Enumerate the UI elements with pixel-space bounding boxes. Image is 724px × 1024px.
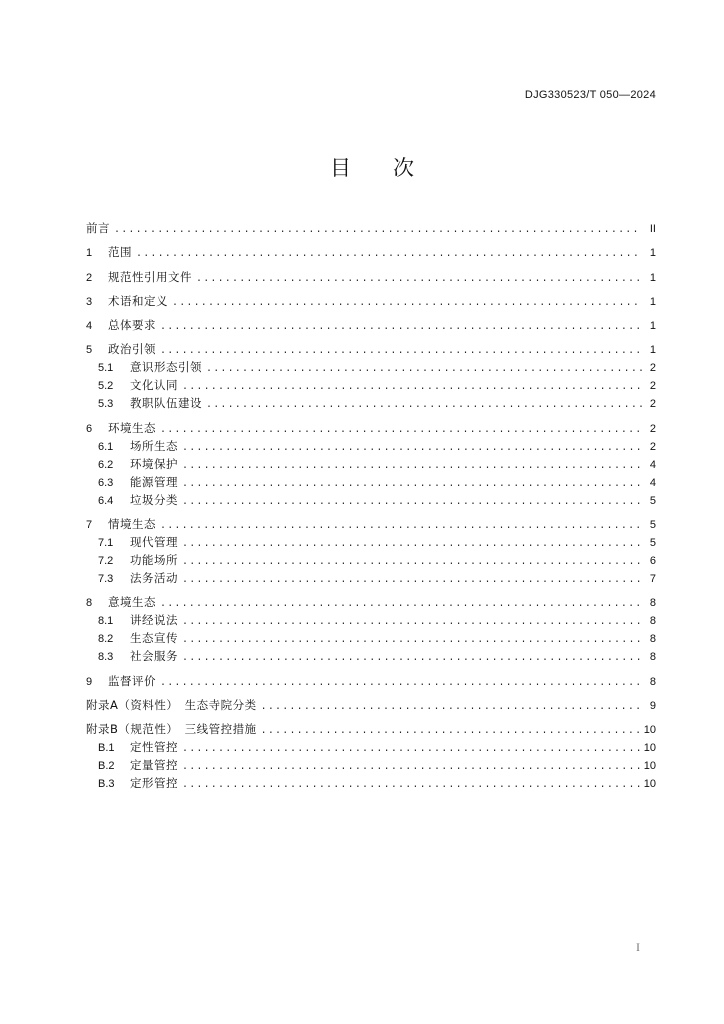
toc-entry-label: 教职队伍建设 [130,396,202,411]
toc-entry[interactable] [86,394,656,412]
toc-entry-label: 政治引领 [108,342,156,357]
toc-entry[interactable] [86,756,656,774]
toc-entry-label: 意识形态引领 [130,360,202,375]
toc-entry-page: 10 [643,760,656,773]
toc-entry[interactable] [86,473,656,491]
toc-entry-label: 能源管理 [130,474,178,489]
toc-entry-number: B.3 [98,778,115,791]
toc-dot-leader [136,246,642,264]
toc-entry-page: 2 [649,422,656,435]
toc-entry[interactable] [86,647,656,665]
toc-entry-page: 2 [649,380,656,393]
toc-entry[interactable] [86,696,656,714]
toc-entry-number: 4 [86,320,93,333]
toc-dot-leader [114,222,642,240]
toc-entry-label: 生态宣传 [130,631,178,646]
toc-entry-label: 定形管控 [130,776,178,791]
toc-entry-number: B.1 [98,742,115,755]
toc-entry[interactable] [86,533,656,551]
toc-entry-page: 1 [649,295,656,308]
toc-dot-leader [261,699,642,717]
toc-entry-page: 7 [649,573,656,586]
toc-entry-number: 7 [86,519,93,532]
toc-entry-page: 10 [643,724,656,737]
toc-entry-page: 5 [649,519,656,532]
toc-entry-label: 定量管控 [130,758,178,773]
toc-entry-label: 社会服务 [130,649,178,664]
toc-entry-number: B.2 [98,760,115,773]
toc-entry-number: 8 [86,597,93,610]
toc-entry-number: 6 [86,422,93,435]
toc-entry-number: 5.2 [98,380,114,393]
toc-entry-number: 5.1 [98,362,114,375]
toc-entry[interactable] [86,340,656,358]
toc-dot-leader [196,271,642,289]
toc-entry[interactable] [86,243,656,261]
toc-entry[interactable] [86,593,656,611]
toc-entry-label: 现代管理 [130,535,178,550]
toc-entry-number: 7.3 [98,573,114,586]
toc-dot-leader [182,494,642,512]
toc-entry-label: 讲经说法 [130,613,178,628]
toc-entry-number: 8.3 [98,651,114,664]
toc-entry-page: 6 [649,555,656,568]
table-of-contents [86,219,656,792]
toc-entry-page: 1 [649,320,656,333]
toc-entry-label: 附录A（资料性） 生态寺院分类 [86,697,257,712]
toc-entry-page: 8 [649,651,656,664]
toc-entry-number: 2 [86,271,93,284]
toc-entry[interactable] [86,268,656,286]
toc-entry[interactable] [86,316,656,334]
toc-entry[interactable] [86,551,656,569]
toc-entry-page: 8 [649,675,656,688]
toc-dot-leader [172,295,642,313]
toc-entry-label: 规范性引用文件 [108,269,192,284]
toc-entry[interactable] [86,738,656,756]
toc-dot-leader [206,397,642,415]
toc-entry-page: 2 [649,362,656,375]
toc-entry-number: 6.4 [98,494,114,507]
toc-entry-page: 4 [649,476,656,489]
toc-entry-page: 5 [649,537,656,550]
toc-entry[interactable] [86,611,656,629]
toc-entry[interactable] [86,672,656,690]
toc-entry[interactable] [86,376,656,394]
toc-entry[interactable] [86,437,656,455]
toc-dot-leader [182,650,642,668]
toc-entry-number: 5 [86,344,93,357]
toc-entry-page: 1 [649,344,656,357]
toc-entry[interactable] [86,629,656,647]
toc-entry-number: 8.1 [98,615,114,628]
page-title: 目 次 [330,156,414,180]
toc-entry-label: 情境生态 [108,517,156,532]
toc-entry-page: 10 [643,742,656,755]
toc-entry-page: 9 [649,699,656,712]
document-code: DJG330523/T 050—2024 [524,89,656,101]
toc-entry-page: 5 [649,494,656,507]
toc-entry-number: 7.2 [98,555,114,568]
toc-dot-leader [182,572,642,590]
toc-entry-label: 定性管控 [130,740,178,755]
toc-entry-page: 2 [649,398,656,411]
toc-entry[interactable] [86,569,656,587]
toc-dot-leader [160,319,642,337]
toc-entry-label: 场所生态 [130,438,178,453]
footer-page-number: I [636,940,640,954]
toc-entry-label: 环境保护 [130,456,178,471]
toc-entry-label: 环境生态 [108,420,156,435]
toc-entry-label: 法务活动 [130,571,178,586]
toc-entry-number: 5.3 [98,398,114,411]
toc-entry-number: 1 [86,247,93,260]
toc-entry-label: 前言 [86,221,110,235]
toc-entry-label: 功能场所 [130,553,178,568]
toc-entry-number: 6.2 [98,458,114,471]
toc-dot-leader [160,675,642,693]
toc-entry-number: 3 [86,295,93,308]
toc-entry-label: 术语和定义 [108,293,168,308]
toc-entry[interactable] [86,358,656,376]
toc-entry[interactable] [86,292,656,310]
toc-entry[interactable] [86,455,656,473]
toc-entry[interactable] [86,219,656,237]
toc-entry-page: 2 [649,440,656,453]
toc-entry[interactable] [86,515,656,533]
toc-entry-label: 范围 [108,245,132,260]
toc-entry-page: II [649,223,656,235]
toc-entry-page: 8 [649,597,656,610]
toc-entry[interactable] [86,774,656,792]
toc-entry-number: 9 [86,675,93,688]
toc-entry[interactable] [86,491,656,509]
toc-entry-page: 1 [649,247,656,260]
toc-entry-label: 监督评价 [108,673,156,688]
toc-entry-label: 垃圾分类 [130,492,178,507]
toc-entry[interactable] [86,720,656,738]
toc-entry-number: 6.1 [98,440,114,453]
toc-entry-number: 6.3 [98,476,114,489]
toc-dot-leader [182,777,640,795]
toc-entry-page: 4 [649,458,656,471]
toc-entry-label: 文化认同 [130,378,178,393]
toc-entry-label: 意境生态 [108,595,156,610]
toc-entry-label: 总体要求 [108,318,156,333]
toc-entry-page: 8 [649,633,656,646]
toc-entry-number: 8.2 [98,633,114,646]
toc-entry-page: 8 [649,615,656,628]
toc-entry[interactable] [86,419,656,437]
toc-entry-number: 7.1 [98,537,114,550]
toc-entry-page: 1 [649,271,656,284]
toc-entry-page: 10 [643,778,656,791]
toc-entry-label: 附录B（规范性） 三线管控措施 [86,722,257,737]
